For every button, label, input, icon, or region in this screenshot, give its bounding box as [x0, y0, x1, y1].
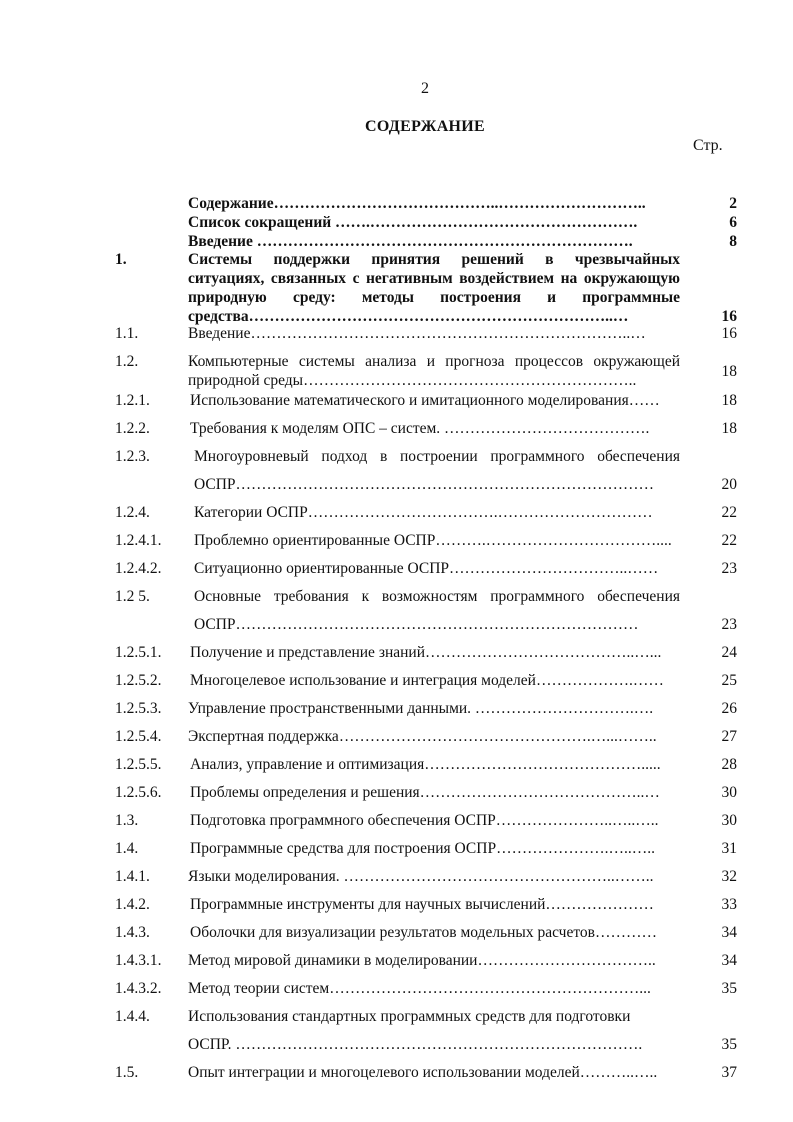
toc-entry-title: Оболочки для визуализации результатов модельных расчетов…………: [190, 924, 657, 941]
toc-entry-title: Список сокращений …….…………………………………………….: [188, 214, 638, 231]
toc-entry-title: Метод мировой динамики в моделировании……………………………..: [188, 952, 656, 969]
toc-entry-title-line: ОСПР. …………………………………………………………………….: [188, 1036, 643, 1053]
toc-entry-page: 16: [721, 325, 737, 342]
toc-entry-number: 1.2 5.: [115, 588, 150, 605]
toc-entry-page: 2: [729, 195, 737, 212]
toc-entry-number: 1.2.4.1.: [115, 532, 162, 549]
toc-entry-title: Многоцелевое использование и интеграция моделей……………….……: [190, 672, 664, 689]
toc-entry-number: 1.4.3.: [115, 924, 150, 941]
toc-entry-page: 27: [721, 728, 737, 745]
toc-entry-title: Языки моделирования. ……………………………………………..……..: [188, 868, 654, 885]
toc-entry-number: 1.2.4.: [115, 504, 150, 521]
toc-entry-title-line: Многоуровневый подход в построении программного обеспечения: [194, 448, 680, 465]
page-number: 2: [421, 80, 429, 97]
toc-entry-page: 35: [721, 1036, 737, 1053]
toc-entry-title: Требования к моделям ОПС – систем. ………………………………….: [190, 420, 650, 437]
toc-entry-number: 1.4.2.: [115, 896, 150, 913]
toc-entry-title-line: Основные требования к возможностям программного обеспечения: [194, 588, 680, 605]
toc-entry-page: 18: [721, 420, 737, 437]
toc-entry-title-line: Компьютерные системы анализа и прогноза процессов окружающей: [188, 353, 680, 370]
toc-entry-title-line: средства……………………………………………………………..…: [188, 308, 629, 325]
toc-entry-number: 1.2.5.5.: [115, 756, 162, 773]
toc-entry-number: 1.: [115, 251, 127, 268]
toc-entry-title: Программные инструменты для научных вычислений…………………: [190, 896, 654, 913]
toc-entry-number: 1.2.5.4.: [115, 728, 162, 745]
toc-entry-title-line: ОСПР……………………………………………………………………: [194, 616, 639, 633]
page-column-header: Стр.: [693, 137, 723, 154]
toc-entry-title: Ситуационно ориентированные ОСПР……………………………..……: [194, 560, 659, 577]
toc-entry-title: Введение………………………………………………………………..…: [188, 325, 646, 342]
toc-entry-title: Управление пространственными данными. ………………………….….: [188, 700, 654, 717]
toc-entry-title-line: природную среду: методы построения и программные: [188, 289, 680, 306]
toc-entry-number: 1.5.: [115, 1064, 139, 1081]
toc-entry-title: Категории ОСПР……………………………….…………………………: [194, 504, 653, 521]
toc-entry-number: 1.2.5.6.: [115, 784, 162, 801]
toc-entry-page: 18: [721, 363, 737, 380]
toc-entry-page: 30: [721, 784, 737, 801]
toc-entry-page: 33: [721, 896, 737, 913]
toc-entry-number: 1.4.4.: [115, 1008, 150, 1025]
toc-entry-title: Получение и представление знаний…………………………………..…...: [190, 644, 662, 661]
toc-entry-page: 35: [721, 980, 737, 997]
toc-entry-page: 26: [721, 700, 737, 717]
toc-entry-page: 28: [721, 756, 737, 773]
toc-entry-number: 1.2.3.: [115, 448, 150, 465]
toc-entry-page: 31: [721, 840, 737, 857]
toc-entry-page: 24: [721, 644, 737, 661]
toc-entry-title: Опыт интеграции и многоцелевого использовании моделей………..…..: [188, 1064, 658, 1081]
toc-entry-number: 1.4.3.2.: [115, 980, 162, 997]
toc-entry-title: Введение ……………………………………………………………….: [188, 233, 633, 250]
toc-entry-title: Программные средства для построения ОСПР………………….…..…..: [190, 840, 655, 857]
toc-entry-page: 8: [729, 233, 737, 250]
toc-entry-number: 1.2.5.2.: [115, 672, 162, 689]
toc-entry-number: 1.4.: [115, 840, 139, 857]
toc-entry-page: 22: [721, 532, 737, 549]
toc-entry-title-line: ОСПР………………………………………………………………………: [194, 476, 655, 493]
toc-entry-number: 1.2.4.2.: [115, 560, 162, 577]
toc-entry-page: 23: [721, 616, 737, 633]
toc-entry-title: Проблемно ориентированные ОСПР……….……………………………....: [194, 532, 672, 549]
toc-entry-page: 6: [729, 214, 737, 231]
toc-entry-page: 20: [721, 476, 737, 493]
toc-entry-page: 34: [721, 924, 737, 941]
toc-entry-title: Подготовка программного обеспечения ОСПР…………………..…..…..: [190, 812, 659, 829]
toc-entry-number: 1.2.5.3.: [115, 700, 162, 717]
toc-entry-number: 1.2.1.: [115, 392, 150, 409]
toc-entry-page: 30: [721, 812, 737, 829]
toc-entry-page: 22: [721, 504, 737, 521]
toc-entry-number: 1.1.: [115, 325, 139, 342]
toc-entry-number: 1.3.: [115, 812, 139, 829]
toc-entry-title-line: Системы поддержки принятия решений в чрезвычайных: [188, 251, 680, 268]
toc-entry-title-line: природной среды………………………………………………………..: [188, 372, 637, 389]
toc-entry-title-line: Использования стандартных программных средств для подготовки: [188, 1008, 631, 1025]
toc-entry-page: 32: [721, 868, 737, 885]
toc-entry-page: 23: [721, 560, 737, 577]
toc-entry-page: 16: [721, 308, 737, 325]
toc-entry-title: Использование математического и имитационного моделирования……: [190, 392, 660, 409]
toc-entry-number: 1.4.1.: [115, 868, 150, 885]
toc-entry-number: 1.4.3.1.: [115, 952, 162, 969]
toc-entry-number: 1.2.2.: [115, 420, 150, 437]
toc-entry-page: 25: [721, 672, 737, 689]
page-title: СОДЕРЖАНИЕ: [364, 118, 486, 135]
toc-entry-title: Проблемы определения и решения……………………………………..…: [190, 784, 660, 801]
toc-entry-number: 1.2.5.1.: [115, 644, 162, 661]
toc-entry-page: 18: [721, 392, 737, 409]
toc-entry-title-line: ситуациях, связанных с негативным воздействием на окружающую: [188, 270, 680, 287]
toc-entry-page: 37: [721, 1064, 737, 1081]
toc-entry-title: Содержание……………………………………..………………………..: [188, 195, 646, 212]
toc-entry-number: 1.2.: [115, 353, 139, 370]
toc-entry-title: Метод теории систем……………………………………………………...: [188, 980, 651, 997]
toc-entry-title: Анализ, управление и оптимизация…………………………………….....: [190, 756, 661, 773]
toc-entry-page: 34: [721, 952, 737, 969]
toc-entry-title: Экспертная поддержка………………………………………….…...……..: [188, 728, 657, 745]
